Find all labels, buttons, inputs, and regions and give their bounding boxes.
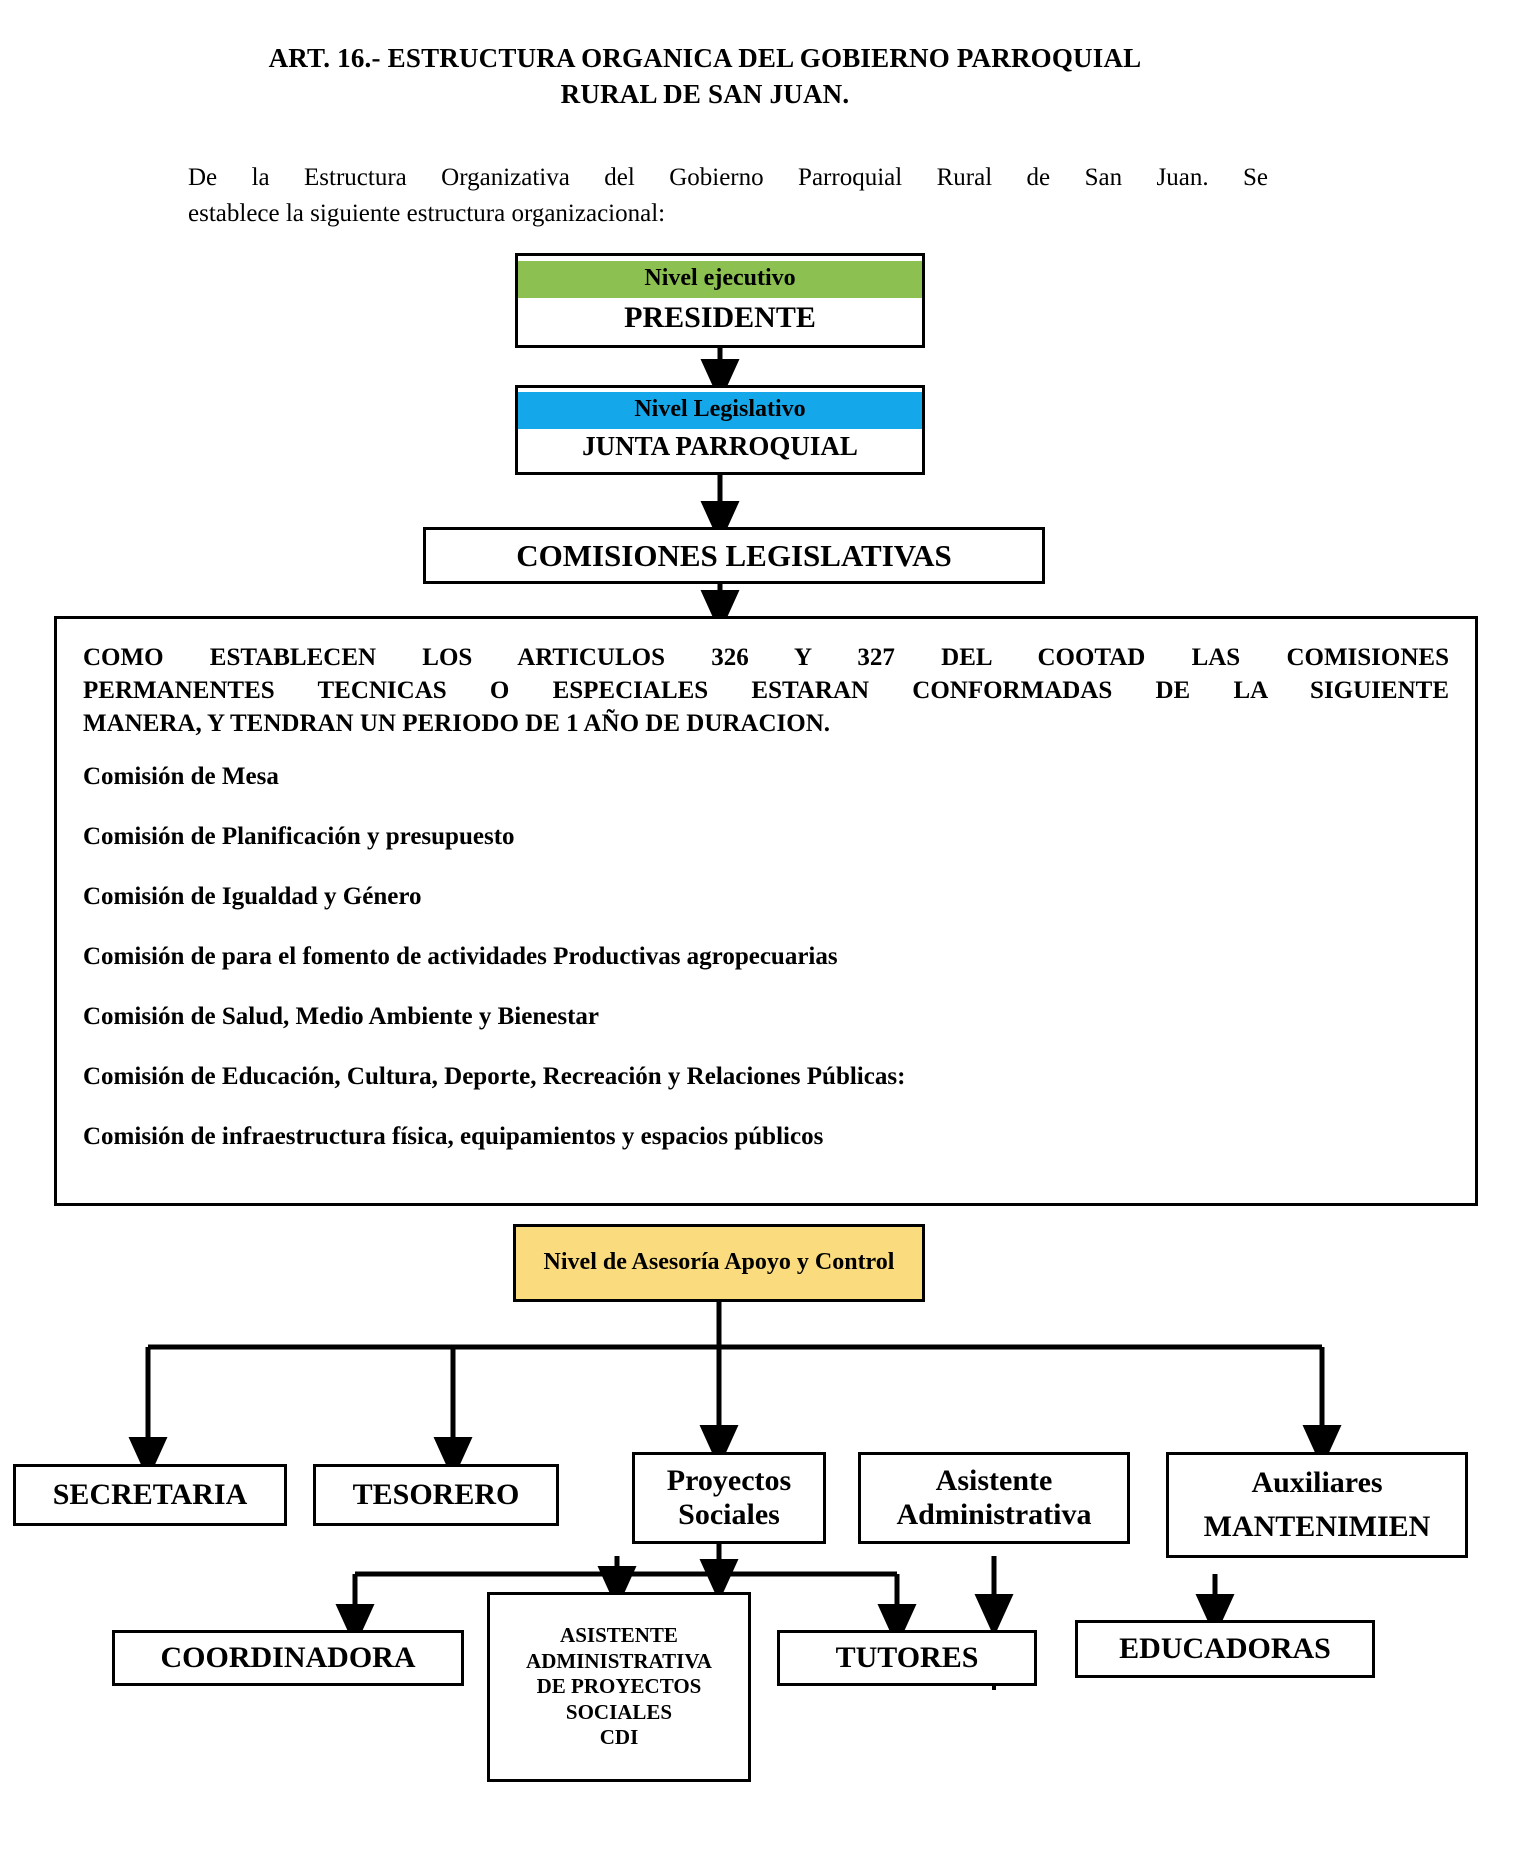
intro-line-1: De la Estructura Organizativa del Gobierno Parroquial Rural de San Juan. Se bbox=[188, 164, 1268, 191]
node-auxiliares-label-line-1: Auxiliares bbox=[1251, 1466, 1383, 1500]
panel-heading-line-3: MANERA, Y TENDRAN UN PERIODO DE 1 AÑO DE DURACION. bbox=[83, 710, 831, 737]
page-title-line-1: ART. 16.- ESTRUCTURA ORGANICA DEL GOBIERNO PARROQUIAL bbox=[268, 43, 1142, 73]
panel-item: Comisión de Educación, Cultura, Deporte, Recreación y Relaciones Públicas: bbox=[83, 1063, 906, 1090]
node-asistente-label-line-2: Administrativa bbox=[896, 1498, 1092, 1531]
node-comisiones-legislativas bbox=[423, 527, 1045, 584]
node-educadoras-label: EDUCADORAS bbox=[1119, 1632, 1331, 1666]
node-nivel-asesoria bbox=[513, 1224, 925, 1302]
intro-paragraph bbox=[188, 160, 1268, 233]
panel-item: Comisión de para el fomento de actividades Productivas agropecuarias bbox=[83, 943, 838, 970]
panel-item: Comisión de infraestructura física, equipamientos y espacios públicos bbox=[83, 1123, 824, 1150]
node-coordinadora-label: COORDINADORA bbox=[160, 1641, 416, 1675]
page-title bbox=[140, 40, 1270, 113]
panel-comisiones-permanentes bbox=[54, 616, 1478, 1206]
panel-item: Comisión de Salud, Medio Ambiente y Bienestar bbox=[83, 1003, 599, 1030]
node-comisiones-label: COMISIONES LEGISLATIVAS bbox=[516, 537, 952, 573]
node-asistente-label-line-1: Asistente bbox=[935, 1464, 1053, 1498]
node-auxiliares-label-line-2: MANTENIMIEN bbox=[1203, 1510, 1431, 1543]
panel-item: Comisión de Mesa bbox=[83, 763, 279, 790]
node-auxiliares-mantenimiento bbox=[1166, 1452, 1468, 1558]
node-presidente bbox=[515, 253, 925, 348]
node-asesoria-band: Nivel de Asesoría Apoyo y Control bbox=[516, 1227, 922, 1299]
node-coordinadora bbox=[112, 1630, 464, 1686]
node-secretaria-label: SECRETARIA bbox=[52, 1478, 248, 1512]
node-junta-parroquial bbox=[515, 385, 925, 475]
node-presidente-label: PRESIDENTE bbox=[624, 300, 816, 334]
node-tesorero-label: TESORERO bbox=[352, 1478, 520, 1512]
node-proyectos-sociales bbox=[632, 1452, 826, 1544]
panel-item: Comisión de Planificación y presupuesto bbox=[83, 823, 515, 850]
node-educadoras bbox=[1075, 1620, 1375, 1678]
node-junta-label: JUNTA PARROQUIAL bbox=[582, 430, 858, 461]
panel-heading-line-2: PERMANENTES TECNICAS O ESPECIALES ESTARAN CONFORMADAS DE LA SIGUIENTE bbox=[83, 677, 1449, 704]
page-title-line-2: RURAL DE SAN JUAN. bbox=[560, 79, 850, 110]
node-asistproy-line-2: ADMINISTRATIVA bbox=[526, 1648, 712, 1673]
node-proyectos-label-line-1: Proyectos bbox=[666, 1464, 792, 1498]
node-secretaria bbox=[13, 1464, 287, 1526]
node-asistproy-line-5: CDI bbox=[599, 1725, 639, 1750]
node-tutores-label: TUTORES bbox=[835, 1641, 979, 1675]
node-junta-band: Nivel Legislativo bbox=[518, 392, 922, 429]
intro-line-2: establece la siguiente estructura organizacional: bbox=[188, 200, 666, 228]
node-asistproy-line-1: ASISTENTE bbox=[560, 1622, 678, 1647]
node-asistproy-line-4: SOCIALES bbox=[565, 1699, 673, 1724]
panel-item: Comisión de Igualdad y Género bbox=[83, 883, 422, 910]
node-asistproy-line-3: DE PROYECTOS bbox=[536, 1674, 702, 1699]
node-asistente-administrativa bbox=[858, 1452, 1130, 1544]
node-proyectos-label-line-2: Sociales bbox=[678, 1498, 780, 1531]
node-asistente-proyectos-cdi bbox=[487, 1592, 751, 1782]
panel-heading-line-1: COMO ESTABLECEN LOS ARTICULOS 326 Y 327 DEL COOTAD LAS COMISIONES bbox=[83, 644, 1449, 671]
node-tesorero bbox=[313, 1464, 559, 1526]
node-presidente-band: Nivel ejecutivo bbox=[518, 261, 922, 298]
node-tutores bbox=[777, 1630, 1037, 1686]
panel-heading bbox=[83, 641, 1449, 740]
